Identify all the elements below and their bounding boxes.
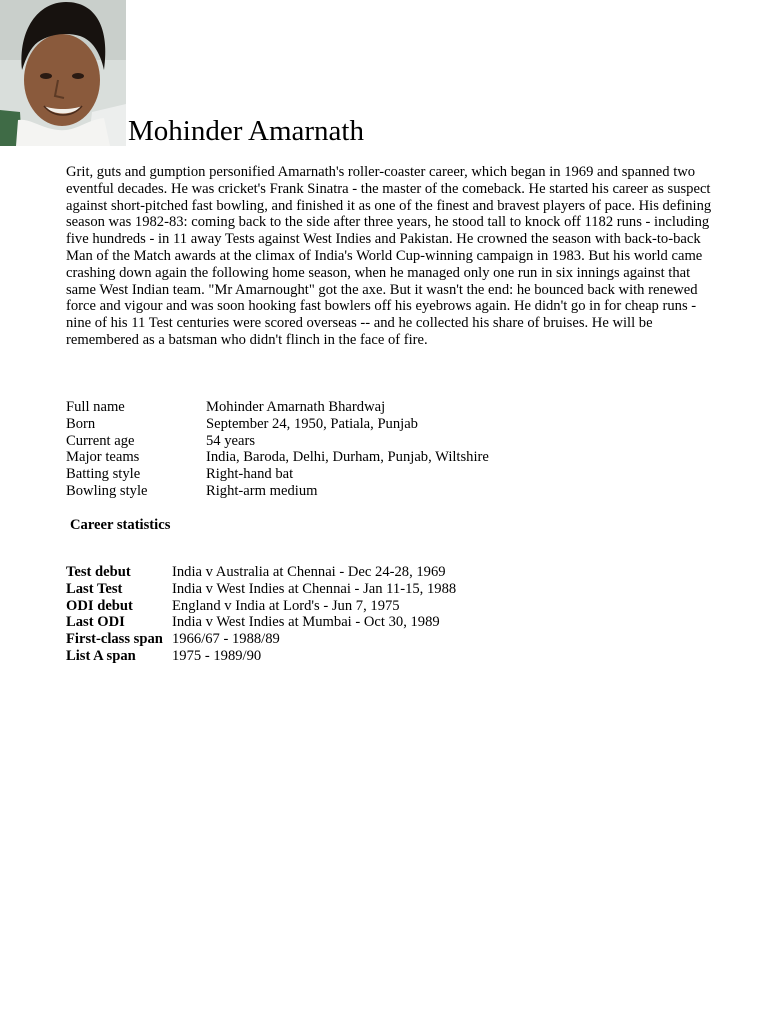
fact-label: Born: [66, 415, 96, 432]
career-statistics-table: [66, 564, 456, 665]
fact-label: Major teams: [66, 449, 140, 466]
fact-row: [66, 399, 489, 416]
career-row: [66, 648, 456, 665]
fact-row: [66, 433, 489, 450]
fact-value: Right-hand bat: [206, 466, 294, 483]
career-label: ODI debut: [66, 597, 133, 614]
fact-label: Current age: [66, 432, 135, 449]
career-label: Last ODI: [66, 614, 125, 631]
career-label: List A span: [66, 647, 136, 664]
career-row: [66, 614, 456, 631]
career-row: [66, 631, 456, 648]
player-facts-table: [66, 399, 489, 500]
career-label: Test debut: [66, 564, 131, 580]
career-value: India v Australia at Chennai - Dec 24-28, 1969: [172, 564, 446, 580]
career-row: [66, 564, 456, 581]
fact-label: Batting style: [66, 466, 141, 483]
fact-value: September 24, 1950, Patiala, Punjab: [206, 415, 418, 432]
fact-row: [66, 449, 489, 466]
career-row: [66, 581, 456, 598]
career-value: England v India at Lord's - Jun 7, 1975: [172, 597, 400, 614]
fact-label: Full name: [66, 399, 125, 415]
career-label: First-class span: [66, 631, 163, 648]
career-value: 1966/67 - 1988/89: [172, 631, 280, 648]
career-label: Last Test: [66, 580, 123, 597]
fact-value: 54 years: [206, 432, 256, 449]
fact-row: [66, 466, 489, 483]
player-photo: [0, 0, 126, 146]
career-value: 1975 - 1989/90: [172, 647, 262, 664]
page-title: Mohinder Amarnath: [128, 115, 364, 147]
biography-paragraph: Grit, guts and gumption personified Amarnath's roller-coaster career, which began in 1969 and spanned two eventful decades. He was cricket's Frank Sinatra - the master of the comeback. He started his career as suspect against short-pitched fast bowling, and finished it as one of the finest and bravest players of pace. His defining season was 1982-83: coming back to the side after three years, he stood tall to knock off 1182 runs - including five hundreds - in 11 away Tests against West Indies and Pakistan. He crowned the season with back-to-back Man of the Match awards at the climax of India's World Cup-winning campaign in 1983. But his world came crashing down again the following home season, when he managed only one run in six innings against that same West Indian team. "Mr Amarnought" got the axe. But it wasn't the end: he bounced back with renewed force and vigour and was soon hooking fast bowlers off his eyebrows again. He didn't go in for cheap runs - nine of his 11 Test centuries were scored overseas -- and he collected his share of bruises. He will be remembered as a batsman who didn't flinch in the face of fire.: [66, 164, 712, 348]
career-row: [66, 598, 456, 615]
fact-value: Mohinder Amarnath Bhardwaj: [206, 399, 386, 415]
fact-label: Bowling style: [66, 482, 148, 499]
fact-value: India, Baroda, Delhi, Durham, Punjab, Wiltshire: [206, 449, 489, 466]
fact-value: Right-arm medium: [206, 482, 318, 499]
fact-row: [66, 483, 489, 500]
career-value: India v West Indies at Mumbai - Oct 30, 1989: [172, 614, 440, 631]
fact-row: [66, 416, 489, 433]
career-value: India v West Indies at Chennai - Jan 11-15, 1988: [172, 580, 457, 597]
career-statistics-heading: Career statistics: [70, 517, 171, 533]
